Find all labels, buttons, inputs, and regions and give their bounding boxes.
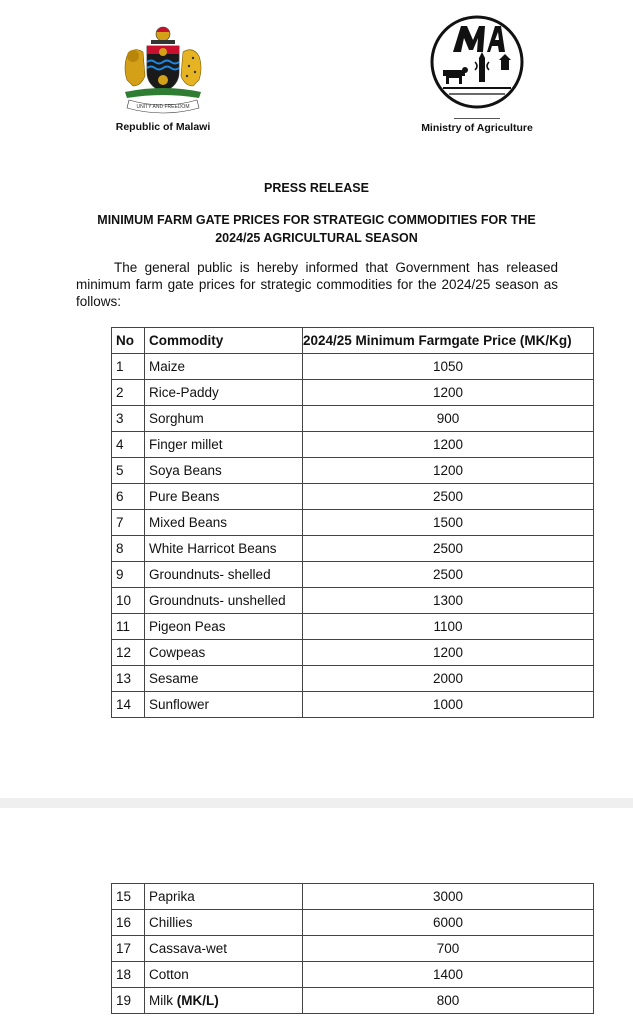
row-number: 12: [112, 640, 145, 666]
table-row: [112, 484, 594, 510]
table-row: [112, 406, 594, 432]
price-value: 2500: [303, 536, 594, 562]
commodity-label: Cotton: [149, 967, 189, 982]
commodity-name: [145, 380, 303, 406]
table-row: [112, 536, 594, 562]
row-number: 4: [112, 432, 145, 458]
commodity-label: Maize: [149, 359, 186, 374]
row-number: 19: [112, 988, 145, 1014]
commodity-name: [145, 536, 303, 562]
table-row: [112, 432, 594, 458]
table-row: [112, 910, 594, 936]
commodity-label: Rice-Paddy: [149, 385, 219, 400]
commodity-name: [145, 588, 303, 614]
price-value: 2500: [303, 562, 594, 588]
document-subtitle: [60, 211, 573, 247]
table-row: [112, 884, 594, 910]
commodity-name: [145, 458, 303, 484]
commodity-name: [145, 936, 303, 962]
commodity-name: [145, 406, 303, 432]
commodity-name: [145, 666, 303, 692]
table-row: [112, 666, 594, 692]
emblem-motto: UNITY AND FREEDOM: [136, 104, 190, 110]
page-2: [0, 808, 633, 1024]
price-value: 800: [303, 988, 594, 1014]
commodity-label: Mixed Beans: [149, 515, 228, 530]
commodity-name: [145, 484, 303, 510]
row-number: 1: [112, 354, 145, 380]
commodity-label: Groundnuts- shelled: [149, 567, 271, 582]
price-value: 1200: [303, 432, 594, 458]
commodity-label: Finger millet: [149, 437, 223, 452]
commodity-label: Chillies: [149, 915, 193, 930]
price-value: 700: [303, 936, 594, 962]
table-row: [112, 588, 594, 614]
press-release-title: PRESS RELEASE: [264, 181, 369, 195]
logo-underline: [454, 118, 500, 119]
commodity-name: [145, 562, 303, 588]
commodity-label: Pigeon Peas: [149, 619, 226, 634]
commodity-unit: (MK/L): [176, 993, 219, 1008]
row-number: 5: [112, 458, 145, 484]
price-value: 1200: [303, 458, 594, 484]
price-value: 1050: [303, 354, 594, 380]
commodity-label: Pure Beans: [149, 489, 220, 504]
price-value: 1100: [303, 614, 594, 640]
commodity-label: Groundnuts- unshelled: [149, 593, 286, 608]
row-number: 3: [112, 406, 145, 432]
price-value: 900: [303, 406, 594, 432]
commodity-name: [145, 692, 303, 718]
commodity-name: [145, 510, 303, 536]
ministry-of-agriculture-logo-icon: [429, 14, 525, 110]
price-table-part-2: [111, 883, 594, 1014]
commodity-name: [145, 354, 303, 380]
commodity-name: [145, 640, 303, 666]
header-price: 2024/25 Minimum Farmgate Price (MK/Kg): [303, 328, 594, 354]
republic-of-malawi-label: Republic of Malawi: [115, 121, 211, 133]
commodity-label: Sesame: [149, 671, 199, 686]
price-value: 3000: [303, 884, 594, 910]
commodity-label: Soya Beans: [149, 463, 222, 478]
row-number: 16: [112, 910, 145, 936]
price-value: 6000: [303, 910, 594, 936]
table-row: [112, 692, 594, 718]
header-commodity: Commodity: [145, 328, 303, 354]
row-number: 15: [112, 884, 145, 910]
price-value: 2000: [303, 666, 594, 692]
row-number: 13: [112, 666, 145, 692]
subtitle-line-1: MINIMUM FARM GATE PRICES FOR STRATEGIC COMMODITIES FOR THE: [97, 213, 536, 227]
price-value: 1400: [303, 962, 594, 988]
row-number: 11: [112, 614, 145, 640]
commodity-name: [145, 988, 303, 1014]
table-row: [112, 510, 594, 536]
row-number: 2: [112, 380, 145, 406]
row-number: 8: [112, 536, 145, 562]
table-row: [112, 962, 594, 988]
price-value: 1200: [303, 640, 594, 666]
commodity-label: Milk: [149, 993, 173, 1008]
page-separator: [0, 798, 633, 808]
table-row: [112, 614, 594, 640]
table-row: [112, 562, 594, 588]
malawi-coat-of-arms-icon: [113, 22, 213, 118]
commodity-label: Cassava-wet: [149, 941, 228, 956]
intro-paragraph: The general public is hereby informed that Government has released minimum farm gate prices for strategic commodities for the 2024/25 season as follows:: [76, 260, 558, 309]
row-number: 10: [112, 588, 145, 614]
table-row: [112, 354, 594, 380]
commodity-name: [145, 910, 303, 936]
commodity-label: Sorghum: [149, 411, 204, 426]
row-number: 6: [112, 484, 145, 510]
price-value: 1500: [303, 510, 594, 536]
commodity-label: Paprika: [149, 889, 195, 904]
ministry-of-agriculture-label: Ministry of Agriculture: [421, 122, 533, 134]
row-number: 14: [112, 692, 145, 718]
commodity-name: [145, 432, 303, 458]
price-value: 1200: [303, 380, 594, 406]
commodity-label: Sunflower: [149, 697, 210, 712]
table-row: [112, 988, 594, 1014]
row-number: 18: [112, 962, 145, 988]
subtitle-line-2: 2024/25 AGRICULTURAL SEASON: [215, 231, 418, 245]
price-value: 1000: [303, 692, 594, 718]
row-number: 7: [112, 510, 145, 536]
price-table-part-1: [111, 327, 594, 718]
header-no: No: [112, 328, 145, 354]
commodity-label: White Harricot Beans: [149, 541, 277, 556]
table-row: [112, 936, 594, 962]
row-number: 9: [112, 562, 145, 588]
row-number: 17: [112, 936, 145, 962]
commodity-name: [145, 962, 303, 988]
table-header-row: [112, 328, 594, 354]
table-row: [112, 640, 594, 666]
table-row: [112, 458, 594, 484]
price-value: 2500: [303, 484, 594, 510]
table-row: [112, 380, 594, 406]
commodity-label: Cowpeas: [149, 645, 206, 660]
commodity-name: [145, 884, 303, 910]
price-value: 1300: [303, 588, 594, 614]
commodity-name: [145, 614, 303, 640]
